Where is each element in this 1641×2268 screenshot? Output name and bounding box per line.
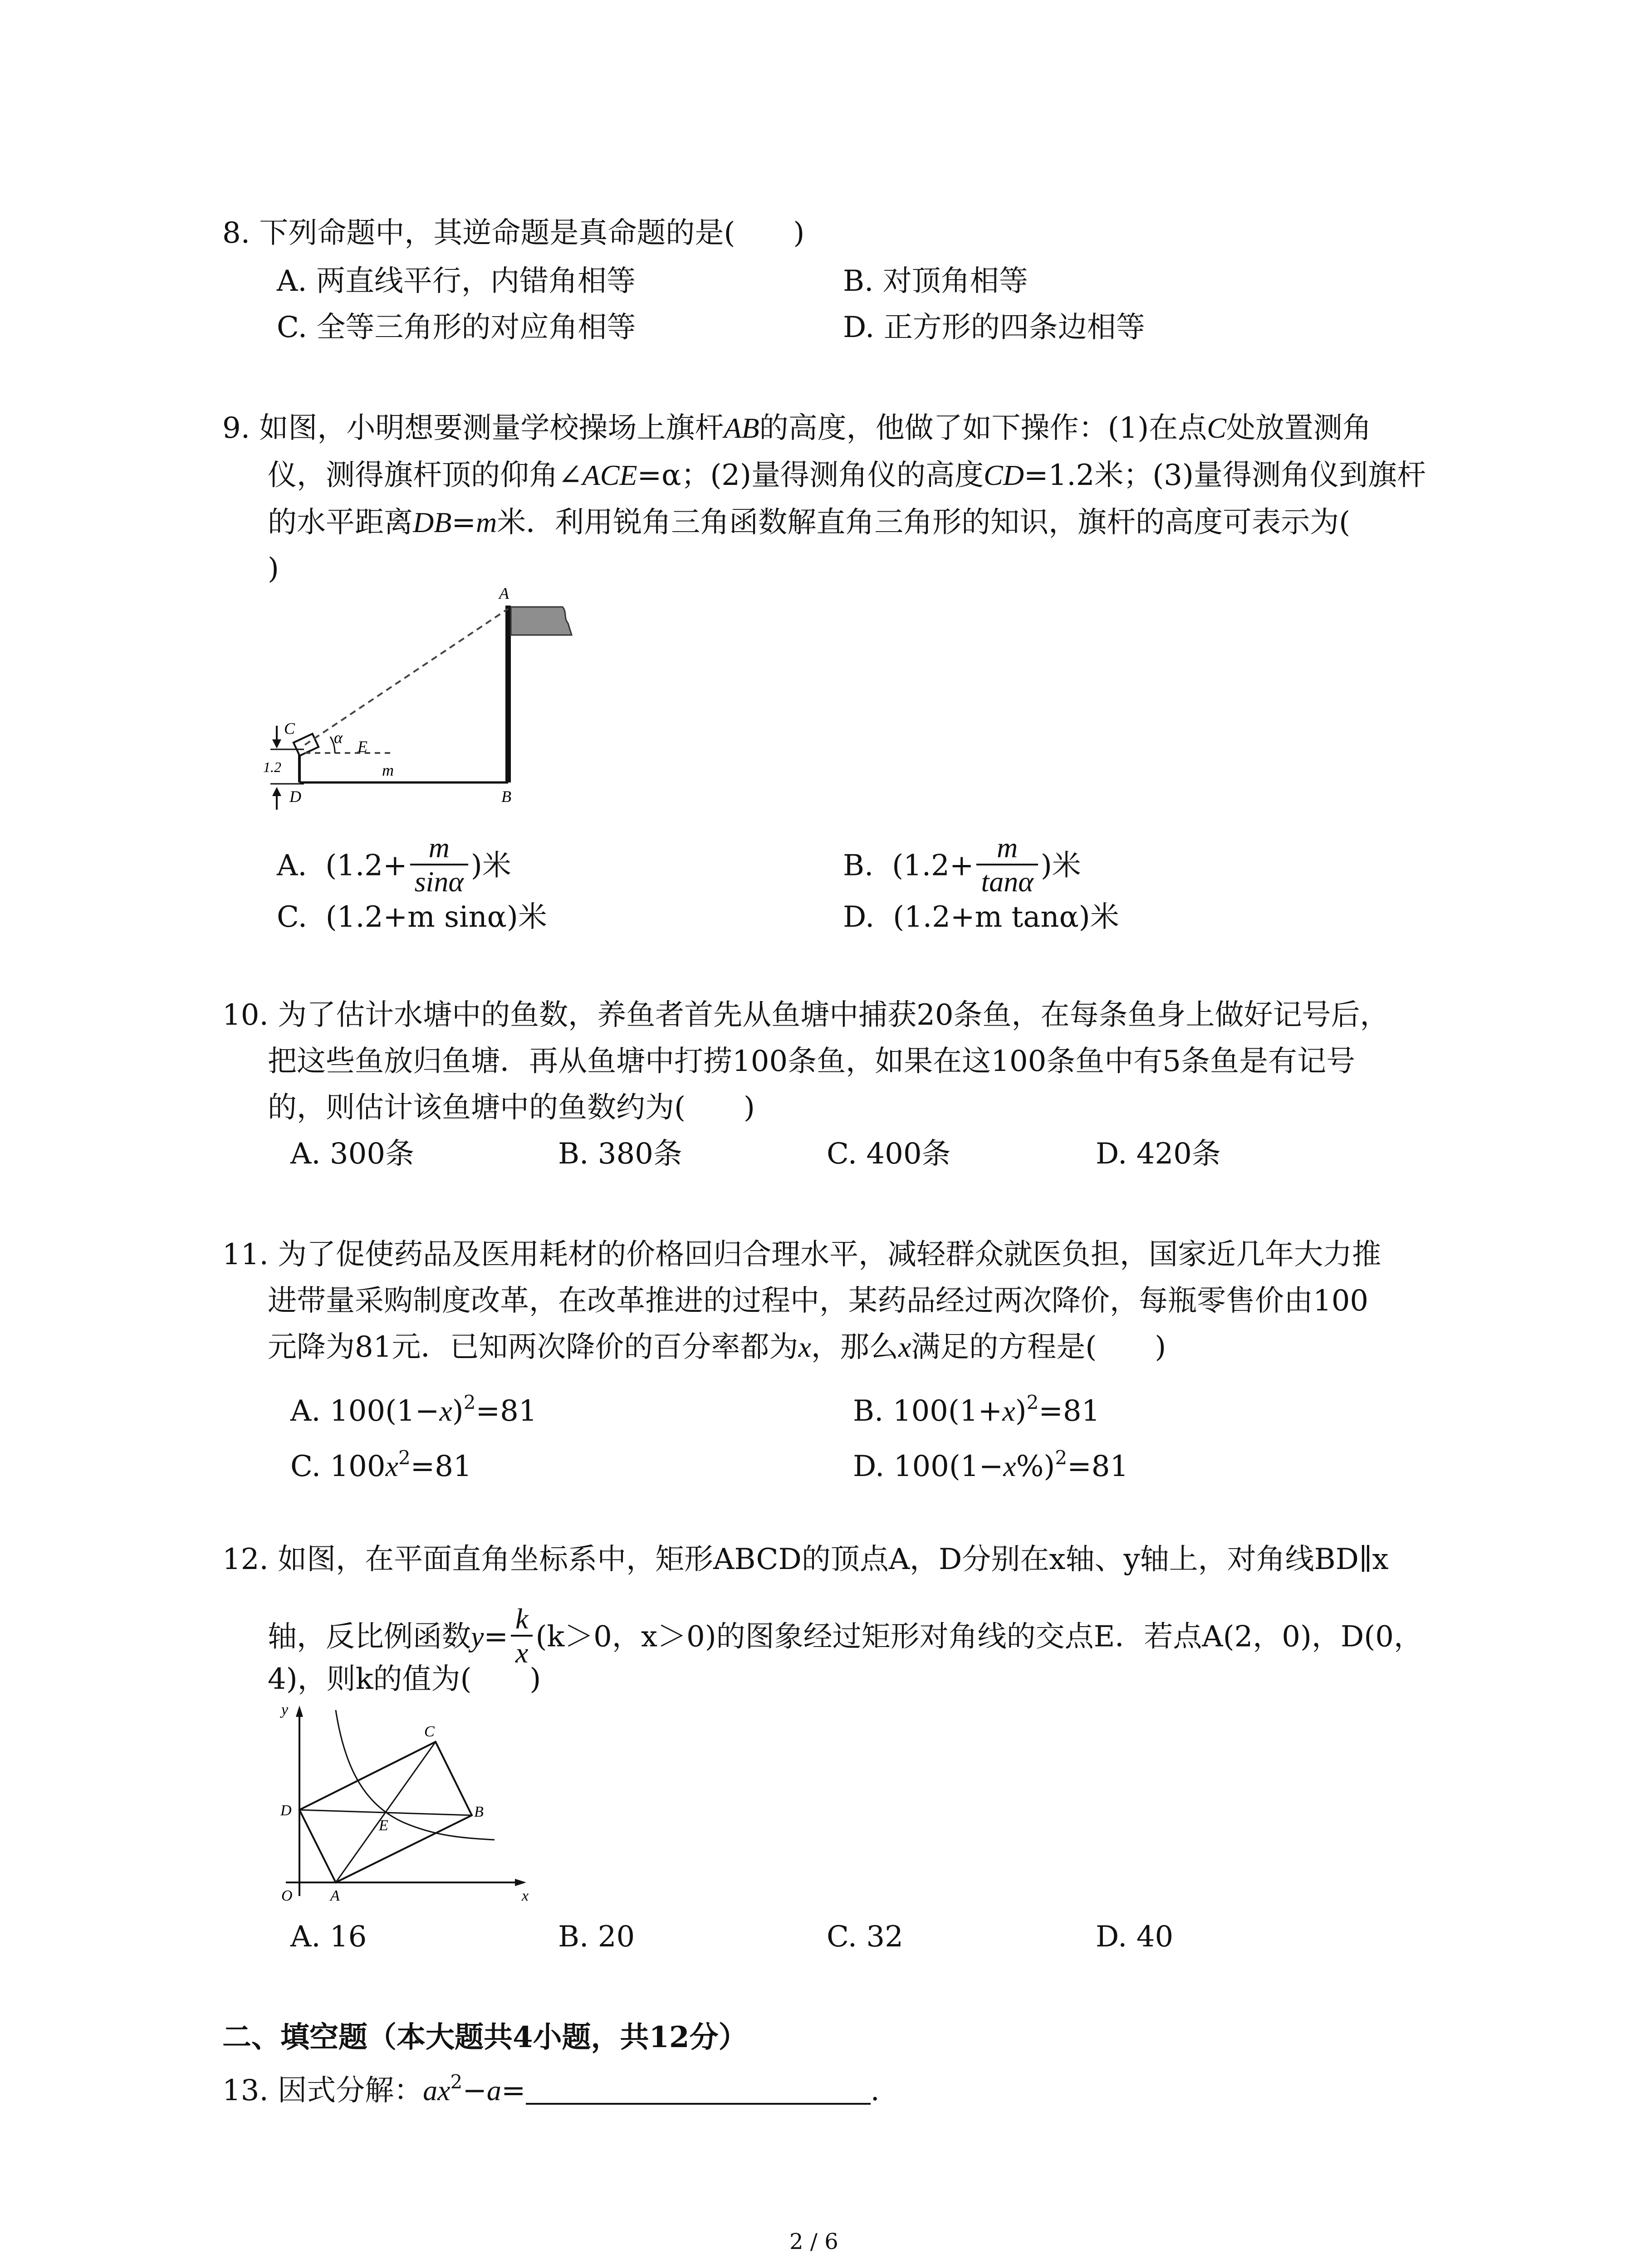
fig9-label-m: m [382,761,394,779]
q11-option-d: D. $100(1-x\%)^2=81$ [853,1447,1129,1483]
fig9-label-c: C [284,719,295,738]
q11-option-c: C. $100x^2=81$ [290,1447,472,1483]
q8-option-c: C. 全等三角形的对应角相等 [277,311,636,344]
fig9-label-height: 1.2 [263,759,281,775]
q9-option-b: B. (1.2+ $\frac{m}{\tan\alpha}$ )米 [843,831,1081,898]
q11-line1: 11. 为了促使药品及医用耗材的价格回归合理水平，减轻群众就医负担，国家近几年大力推 [222,1238,1381,1271]
fig12-label-d: D [280,1802,292,1819]
fig9-label-e: E [358,738,367,756]
fig9-label-d: D [289,787,301,806]
page-number: 2 / 6 [789,2229,838,2254]
q10-option-b: B. 380条 [558,1137,682,1171]
hyperbola-curve [336,1710,495,1840]
q12-line3: 4)，则k的值为( ) [268,1662,541,1696]
q9-option-a: A. (1.2+ $\frac{m}{\sin\alpha}$ )米 [277,831,511,898]
q10-option-c: C. 400条 [827,1137,951,1171]
q11-line2: 进带量采购制度改革，在改革推进的过程中，某药品经过两次降价，每瓶零售价由100 [268,1284,1369,1318]
x-axis-arrowhead [515,1879,526,1886]
q10-line3: 的，则估计该鱼塘中的鱼数约为( ) [268,1091,755,1124]
q12-figure [268,1696,549,1905]
fig12-label-c: C [424,1723,435,1740]
q8-stem: 8. 下列命题中，其逆命题是真命题的是( ) [222,216,805,250]
q13-answer-blank[interactable] [526,2076,871,2105]
q12-option-d: D. 40 [1096,1920,1174,1954]
fig9-label-alpha: α [334,728,343,747]
fig9-label-a: A [499,585,509,602]
q10-option-d: D. 420条 [1096,1137,1221,1171]
fig9-label-b: B [501,787,511,806]
fig12-label-o: O [281,1887,293,1904]
q12-option-b: B. 20 [558,1920,635,1954]
q10-line1: 10. 为了估计水塘中的鱼数，养鱼者首先从鱼塘中捕获20条鱼，在每条鱼身上做好记号后， [222,998,1389,1032]
height-arrowhead-bottom [272,787,281,796]
q10-option-a: A. 300条 [290,1137,415,1171]
section-2-title: 二、填空题（本大题共4小题，共12分） [222,2020,748,2054]
q8-option-d: D. 正方形的四条边相等 [843,311,1145,344]
fig12-label-e: E [379,1817,388,1834]
q9-option-d: D. (1.2+m tanα)米 [843,900,1119,934]
sight-line-ca [305,609,508,745]
q9-line2: 仪，测得旗杆顶的仰角∠ACE=α；(2)量得测角仪的高度CD=1.2米；(3)量得测角仪到旗杆 [268,459,1426,492]
q12-option-a: A. 16 [290,1920,367,1954]
q9-line4: ) [268,552,279,586]
q11-option-a: A. $100(1-x)^2=81$ [290,1391,537,1428]
q12-line1: 12. 如图，在平面直角坐标系中，矩形ABCD的顶点A，D分别在x轴、y轴上，对角线BD∥x [222,1543,1389,1576]
height-arrowhead-top [272,739,281,748]
q13-line: 13. 因式分解：$ax^2-a=$ . [222,2071,880,2107]
q11-line3: 元降为81元．已知两次降价的百分率都为x，那么x满足的方程是( ) [268,1330,1166,1364]
q9-option-c: C. (1.2+m sinα)米 [277,900,547,934]
q8-option-a: A. 两直线平行，内错角相等 [277,264,636,298]
q8-option-b: B. 对顶角相等 [843,264,1028,298]
fig12-label-x: x [522,1887,529,1904]
q12-option-c: C. 32 [827,1920,903,1954]
fig12-label-y: y [281,1701,289,1718]
fig12-label-a: A [330,1887,340,1904]
q12-line2: 轴，反比例函数y= $\frac{k}{x}$ (k＞0，x＞0)的图象经过矩形对角线的交点E．若点A(2，0)，D(0， [268,1603,1423,1669]
q9-figure [254,585,599,812]
q11-option-b: B. $100(1+x)^2=81$ [853,1391,1100,1428]
flag-icon [511,607,572,635]
q10-line2: 把这些鱼放归鱼塘．再从鱼塘中打捞100条鱼，如果在这100条鱼中有5条鱼是有记号 [268,1045,1356,1078]
fig12-label-b: B [474,1804,484,1820]
q9-line1: 9. 如图，小明想要测量学校操场上旗杆AB的高度，他做了如下操作：(1)在点C处放置测角 [222,411,1372,445]
y-axis-arrowhead [296,1706,303,1717]
q9-line3: 的水平距离DB=m米．利用锐角三角函数解直角三角形的知识，旗杆的高度可表示为( [268,506,1351,539]
